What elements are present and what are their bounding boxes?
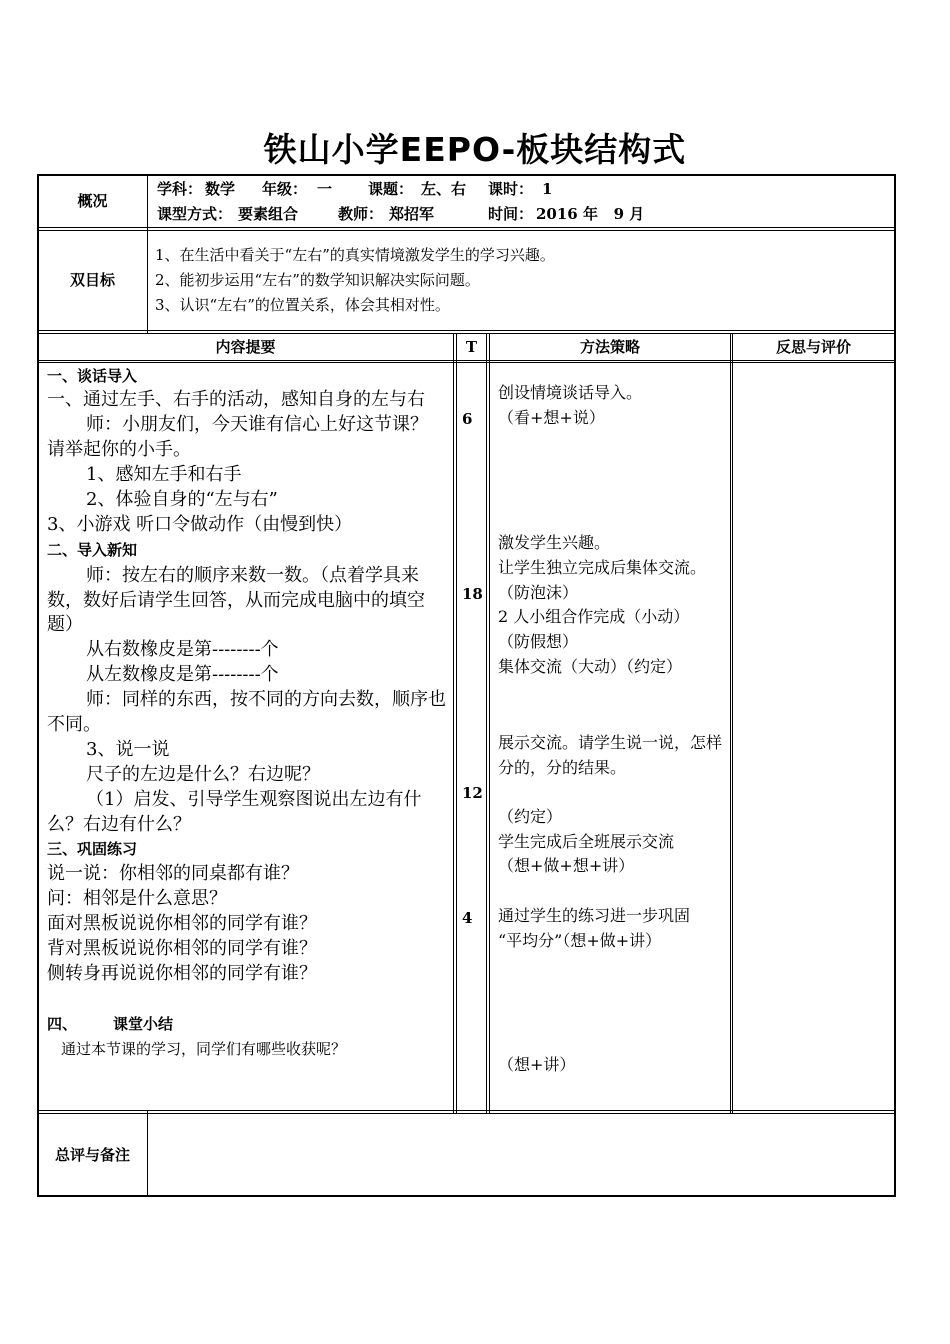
t-value: 4	[462, 909, 473, 927]
summary-label: 总评与备注	[54, 1146, 130, 1164]
content-line: 师：按左右的顺序来数一数。（点着学具来	[86, 565, 419, 586]
goal-item: 2、能初步运用“左右”的数学知识解决实际问题。	[155, 271, 480, 289]
content-line: 请举起你的小手。	[47, 439, 191, 460]
header-content: 内容提要	[215, 338, 276, 356]
period-value: 1	[542, 180, 553, 198]
teacher-value: 郑招军	[389, 205, 435, 223]
lesson-type-value: 要素组合	[238, 205, 299, 223]
t-value: 12	[462, 784, 483, 802]
section-heading: 二、导入新知	[47, 541, 138, 559]
method-line: （防泡沫）	[498, 583, 579, 602]
section-heading: 三、巩固练习	[47, 840, 138, 858]
method-line: 让学生独立完成后集体交流。	[498, 558, 707, 577]
subject-value: 数学	[205, 180, 236, 198]
section-heading: 一、谈话导入	[47, 367, 138, 385]
content-line: 3、说一说	[86, 739, 170, 760]
t-value: 6	[462, 410, 473, 428]
section-heading: 四、	[47, 1015, 78, 1033]
goal-item: 3、认识“左右”的位置关系，体会其相对性。	[155, 296, 450, 314]
method-line: （防假想）	[498, 632, 579, 651]
method-line: 集体交流（大动）（约定）	[498, 657, 683, 676]
method-line: （想+讲）	[498, 1055, 576, 1074]
method-line: 2 人小组合作完成（小动）	[498, 607, 690, 626]
header-method: 方法策略	[579, 338, 640, 356]
subject-label: 学科：	[157, 180, 203, 198]
content-line: 师：同样的东西，按不同的方向去数，顺序也	[86, 689, 446, 710]
method-line: 激发学生兴趣。	[498, 533, 611, 552]
section-heading: 课堂小结	[113, 1015, 174, 1033]
content-line: 从右数橡皮是第--------个	[86, 639, 279, 660]
period-label: 课时：	[488, 180, 534, 198]
method-line: （约定）	[498, 807, 563, 826]
header-t: T	[465, 338, 478, 356]
t-value: 18	[462, 585, 483, 603]
method-line: 创设情境谈话导入。	[498, 383, 643, 402]
lesson-type-label: 课型方式：	[157, 205, 233, 223]
content-line: 题）	[47, 614, 83, 635]
overview-label: 概况	[77, 192, 108, 210]
content-line: 背对黑板说说你相邻的同学有谁？	[47, 938, 317, 959]
grade-label: 年级：	[262, 180, 308, 198]
content-line: 从左数橡皮是第--------个	[86, 664, 279, 685]
method-line: （想+做+想+讲）	[498, 856, 635, 875]
method-line: （看+想+说）	[498, 408, 605, 427]
document-title: 铁山小学EEPO-板块结构式	[263, 130, 687, 169]
content-line: 一、通过左手、右手的活动，感知自身的左与右	[47, 389, 425, 410]
content-line: 1、感知左手和右手	[86, 464, 242, 485]
content-line: 通过本节课的学习，同学们有哪些收获呢？	[61, 1040, 347, 1058]
goals-label: 双目标	[69, 271, 115, 289]
goal-item: 1、在生活中看关于“左右”的真实情境激发学生的学习兴趣。	[155, 246, 555, 264]
method-line: 通过学生的练习进一步巩固	[498, 906, 691, 925]
grade-value: 一	[317, 180, 333, 198]
content-line: （1）启发、引导学生观察图说出左边有什	[86, 789, 422, 810]
topic-label: 课题：	[368, 180, 414, 198]
content-line: 3、小游戏 听口令做动作（由慢到快）	[47, 514, 353, 535]
content-line: 数，数好后请学生回答，从而完成电脑中的填空	[47, 590, 425, 611]
content-line: 么？右边有什么？	[47, 814, 191, 835]
time-value: 2016 年 9 月	[536, 205, 645, 223]
content-line: 面对黑板说说你相邻的同学有谁？	[47, 913, 317, 934]
content-line: 说一说：你相邻的同桌都有谁？	[47, 863, 299, 884]
teacher-label: 教师：	[338, 205, 384, 223]
method-line: 展示交流。请学生说一说，怎样	[498, 733, 723, 752]
time-label: 时间：	[488, 205, 534, 223]
content-line: 2、体验自身的“左与右”	[86, 489, 278, 510]
content-line: 尺子的左边是什么？右边呢？	[86, 764, 320, 785]
header-reflection: 反思与评价	[775, 338, 851, 356]
content-line: 师：小朋友们，今天谁有信心上好这节课？	[86, 414, 428, 435]
method-line: 学生完成后全班展示交流	[498, 832, 675, 851]
method-line: “平均分”（想+做+讲）	[498, 931, 662, 950]
method-line: 分的，分的结果。	[498, 758, 627, 777]
content-line: 不同。	[47, 714, 101, 735]
topic-value: 左、右	[421, 180, 467, 198]
content-line: 侧转身再说说你相邻的同学有谁？	[47, 963, 317, 984]
content-line: 问：相邻是什么意思？	[47, 888, 227, 909]
